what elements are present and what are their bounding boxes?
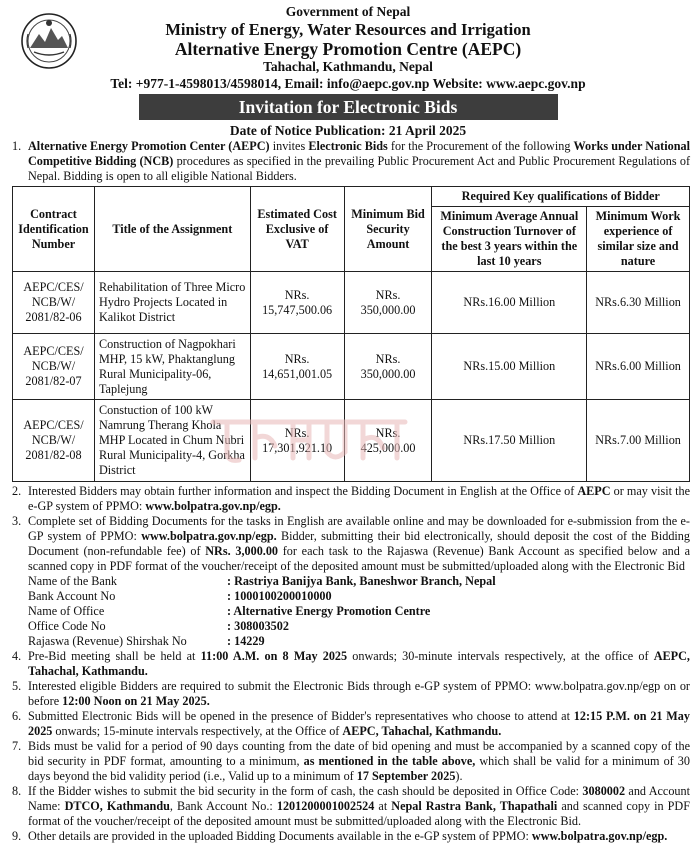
contract-id-cell: AEPC/CES/ NCB/W/ 2081/82-07 bbox=[13, 334, 95, 400]
header-turnover: Minimum Average Annual Construction Turnover of the best 3 years within the last 10 years bbox=[432, 207, 587, 272]
table-row bbox=[13, 272, 690, 334]
experience-cell: NRs.6.30 Million bbox=[587, 272, 690, 334]
header-bid-security: Minimum Bid Security Amount bbox=[344, 187, 432, 272]
title-cell: Constuction of 100 kW Namrung Therang Khola MHP Located in Chum Nubri Rural Municipality-4, Gorkha District bbox=[94, 400, 250, 482]
title-cell: Rehabilitation of Three Micro Hydro Projects Located in Kalikot District bbox=[94, 272, 250, 334]
header-estimated-cost: Estimated Cost Exclusive of VAT bbox=[250, 187, 344, 272]
cost-cell: NRs. 15,747,500.06 bbox=[250, 272, 344, 334]
clause-6: 6. Submitted Electronic Bids will be opened in the presence of Bidder's representatives who choose to attend at 12:15 P.M. on 21 May 2025 onwards; 15-minute intervals respectively, at the Office of AEPC, Tahachal, Kathmandu. bbox=[6, 709, 690, 739]
bank-row: Office Code No : 308003502 bbox=[28, 619, 289, 633]
turnover-cell: NRs.15.00 Million bbox=[432, 334, 587, 400]
clause-1: 1. Alternative Energy Promotion Center (AEPC) invites Electronic Bids for the Procurement of the following Works under National Competitive Bidding (NCB) procedures as specified in the prevailing Public Procurement Act and Public Procurement Regulations of Nepal. Bidding is open to all eligible National Bidders. bbox=[6, 139, 690, 184]
clause-number: 5. bbox=[12, 679, 22, 693]
centre-line: Alternative Energy Promotion Centre (AEPC) bbox=[174, 39, 522, 59]
clause-number: 2. bbox=[12, 484, 22, 498]
cost-cell: NRs. 14,651,001.05 bbox=[250, 334, 344, 400]
address-line: Tahachal, Kathmandu, Nepal bbox=[263, 59, 433, 74]
clause-9: 9. Other details are provided in the uploaded Bidding Documents available in the e-GP system of PPMO: www.bolpatra.gov.np/egp. bbox=[6, 829, 690, 844]
security-cell: NRs. 425,000.00 bbox=[344, 400, 432, 482]
table-row bbox=[13, 334, 690, 400]
notice-header bbox=[6, 0, 690, 90]
contract-id-cell: AEPC/CES/ NCB/W/ 2081/82-08 bbox=[13, 400, 95, 482]
clause-8: 8. If the Bidder wishes to submit the bid security in the form of cash, the cash should be deposited in Office Code: 3080002 and Account Name: DTCO, Kathmandu, Bank Account No.: 1201200001002524 at Nepal Rastra Bank, Thapathali and scanned copy in PDF format of the voucher/receipt of the deposited amount must be submitted/uploaded along with the Electronic Bid. bbox=[6, 784, 690, 829]
turnover-cell: NRs.17.50 Million bbox=[432, 400, 587, 482]
header-experience: Minimum Work experience of similar size and nature bbox=[587, 207, 690, 272]
bank-details bbox=[28, 574, 690, 649]
turnover-cell: NRs.16.00 Million bbox=[432, 272, 587, 334]
notice-date: Date of Notice Publication: 21 April 2025 bbox=[229, 123, 467, 138]
security-cell: NRs. 350,000.00 bbox=[344, 272, 432, 334]
notice-banner: Invitation for Electronic Bids bbox=[139, 94, 558, 120]
bank-row: Rajaswa (Revenue) Shirshak No : 14229 bbox=[28, 634, 265, 648]
clause-3: 3. Complete set of Bidding Documents for the tasks in English are available online and may be downloaded for e-submission from the e-GP system of PPMO: www.bolpatra.gov.np/egp. Bidder, submitting their bid electronically, should deposit the cost of the Bidding Document (non-refundable fee) of NRs. 3,000.00 for each task to the Rajaswa (Revenue) Bank Account as specified below and a scanned copy in PDF format of the voucher/receipt of the deposited amount must be submitted/uploaded along with the Electronic Bid bbox=[6, 514, 690, 574]
header-title: Title of the Assignment bbox=[94, 187, 250, 272]
clause-number: 9. bbox=[12, 829, 22, 843]
bids-table bbox=[12, 186, 690, 482]
cost-cell: NRs. 17,301,921.10 bbox=[250, 400, 344, 482]
title-cell: Construction of Nagpokhari MHP, 15 kW, Phaktanglung Rural Municipality-06, Taplejung bbox=[94, 334, 250, 400]
clause-number: 8. bbox=[12, 784, 22, 798]
contact-line: Tel: +977-1-4598013/4598014, Email: info@aepc.gov.np Website: www.aepc.gov.np bbox=[110, 76, 586, 91]
clause-2: 2. Interested Bidders may obtain further information and inspect the Bidding Document in English at the Office of AEPC or may visit the e-GP system of PPMO: www.bolpatra.gov.np/egp. bbox=[6, 484, 690, 514]
experience-cell: NRs.6.00 Million bbox=[587, 334, 690, 400]
nepal-emblem-icon bbox=[20, 12, 78, 70]
bank-row: Name of Office : Alternative Energy Promotion Centre bbox=[28, 604, 431, 618]
clause-number: 3. bbox=[12, 514, 22, 528]
clause-number: 6. bbox=[12, 709, 22, 723]
clause-number: 1. bbox=[12, 139, 22, 153]
header-required-qualifications: Required Key qualifications of Bidder bbox=[432, 187, 690, 207]
clause-number: 4. bbox=[12, 649, 22, 663]
header-contract-id: Contract Identification Number bbox=[13, 187, 95, 272]
bank-row: Bank Account No : 1000100200010000 bbox=[28, 589, 332, 603]
clause-4: 4. Pre-Bid meeting shall be held at 11:00 A.M. on 8 May 2025 onwards; 30-minute intervals respectively, at the office of AEPC, Tahachal, Kathmandu. bbox=[6, 649, 690, 679]
table-row bbox=[13, 400, 690, 482]
gov-line: Government of Nepal bbox=[285, 4, 411, 19]
contract-id-cell: AEPC/CES/ NCB/W/ 2081/82-06 bbox=[13, 272, 95, 334]
clause-7: 7. Bids must be valid for a period of 90 days counting from the date of bid opening and must be accompanied by a scanned copy of the bid security in PDF format, amounting to a minimum, as mentioned in the table above, which shall be valid for a minimum of 30 days beyond the bid validity period (i.e., Valid up to a minimum of 17 September 2025). bbox=[6, 739, 690, 784]
clause-5: 5. Interested eligible Bidders are required to submit the Electronic Bids through e-GP system of PPMO: www.bolpatra.gov.np/egp on or before 12:00 Noon on 21 May 2025. bbox=[6, 679, 690, 709]
clause-number: 7. bbox=[12, 739, 22, 753]
experience-cell: NRs.7.00 Million bbox=[587, 400, 690, 482]
bank-row: Name of the Bank : Rastriya Banijya Bank, Baneshwor Branch, Nepal bbox=[28, 574, 496, 588]
ministry-line: Ministry of Energy, Water Resources and Irrigation bbox=[165, 20, 531, 39]
security-cell: NRs. 350,000.00 bbox=[344, 334, 432, 400]
